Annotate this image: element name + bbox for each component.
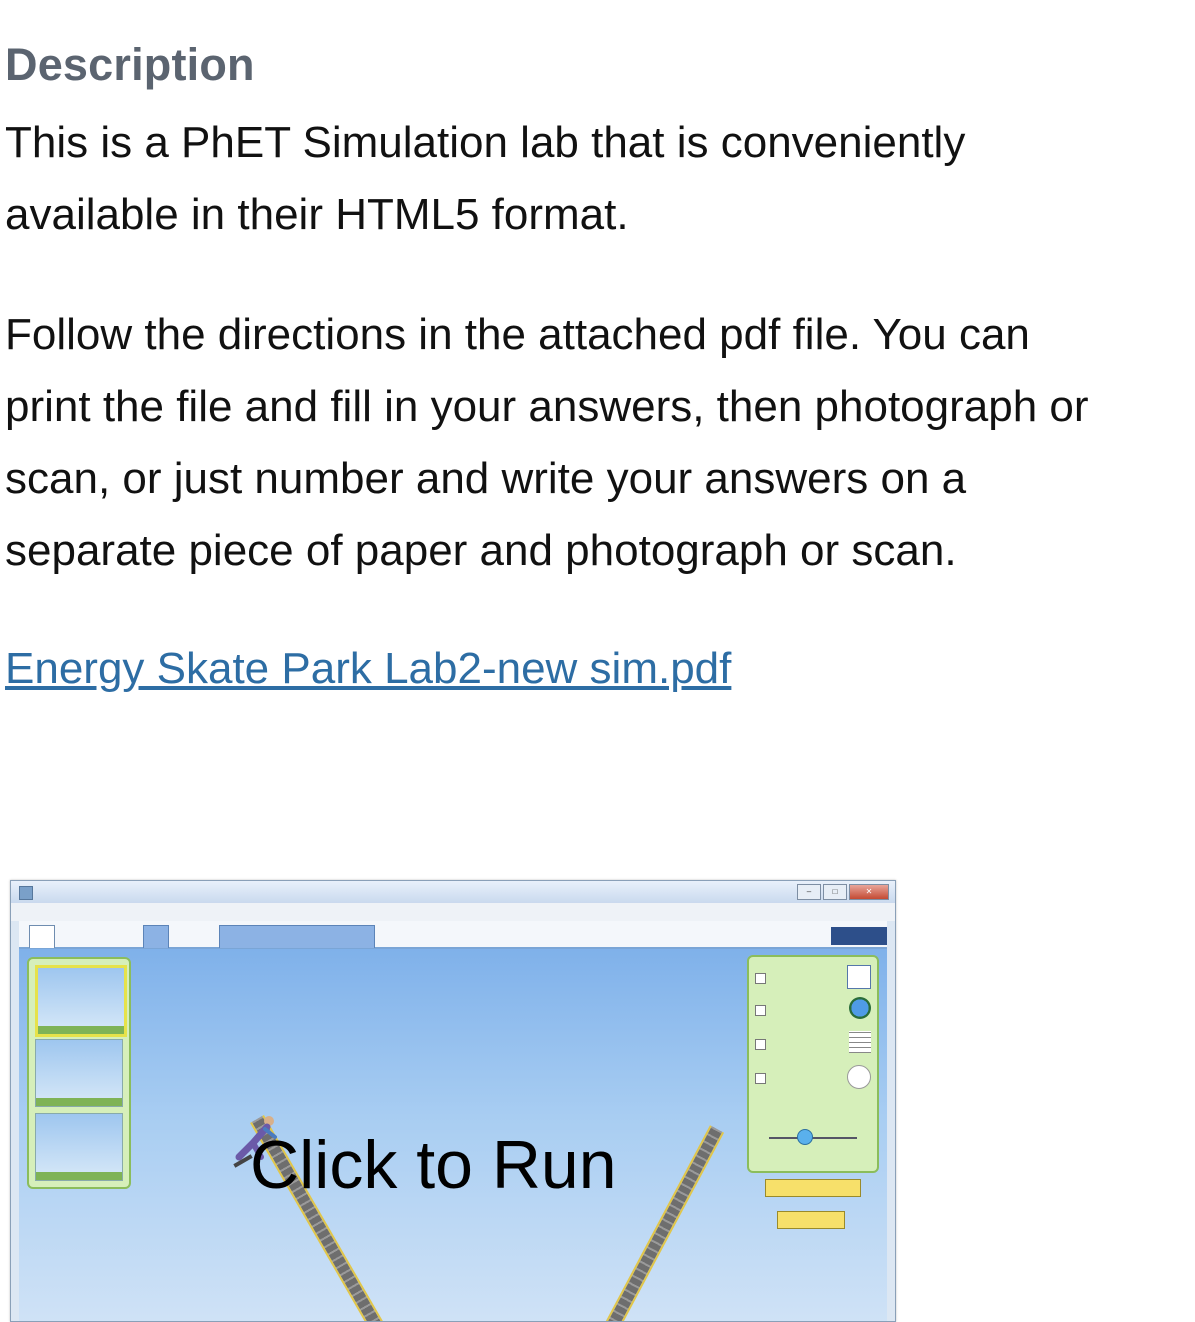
click-to-run-label[interactable]: Click to Run [250,1127,617,1203]
directions-line: separate piece of paper and photograph or scan. [5,526,957,575]
sim-tab [143,925,169,948]
phet-logo [831,927,887,945]
simulation-thumbnail[interactable] [10,880,896,1322]
speed-option [755,1065,871,1091]
scene-selector-panel [27,957,131,1189]
pie-chart-option [755,997,871,1023]
sim-window-titlebar [11,881,895,903]
grid-option [755,1031,871,1057]
scene-thumbnail [35,965,127,1037]
scene-thumbnail [35,1039,123,1107]
pdf-attachment-link[interactable]: Energy Skate Park Lab2-new sim.pdf [5,644,732,693]
scene-thumbnail [35,1113,123,1181]
checkbox [755,973,766,984]
checkbox [755,1005,766,1016]
bar-graph-option [755,965,871,991]
sim-tabs [19,921,887,949]
intro-paragraph [5,107,1185,251]
grid-icon [849,1031,871,1053]
description-heading: Description [5,39,255,91]
checkbox [755,1073,766,1084]
display-options-panel [747,955,879,1173]
directions-line: print the file and fill in your answers, then photograph or [5,382,1089,431]
mass-slider-track [769,1137,857,1139]
app-icon [19,886,33,900]
directions-line: Follow the directions in the attached pdf file. You can [5,310,1030,359]
sim-window-controls [797,884,889,900]
sim-button [777,1211,845,1229]
directions-paragraph [5,299,1185,587]
sim-tab [219,925,375,948]
directions-line: scan, or just number and write your answers on a [5,454,967,503]
speedometer-icon [847,1065,871,1089]
mass-slider-knob [797,1129,813,1145]
intro-line: This is a PhET Simulation lab that is conveniently [5,118,966,167]
sim-menubar [11,903,895,921]
sim-tab-active [29,925,55,948]
intro-line: available in their HTML5 format. [5,190,629,239]
minimize-icon: – [797,884,821,900]
close-icon: ✕ [849,884,889,900]
checkbox [755,1039,766,1050]
sim-button [765,1179,861,1197]
pie-chart-icon [849,997,871,1019]
maximize-icon: □ [823,884,847,900]
bar-graph-icon [847,965,871,989]
